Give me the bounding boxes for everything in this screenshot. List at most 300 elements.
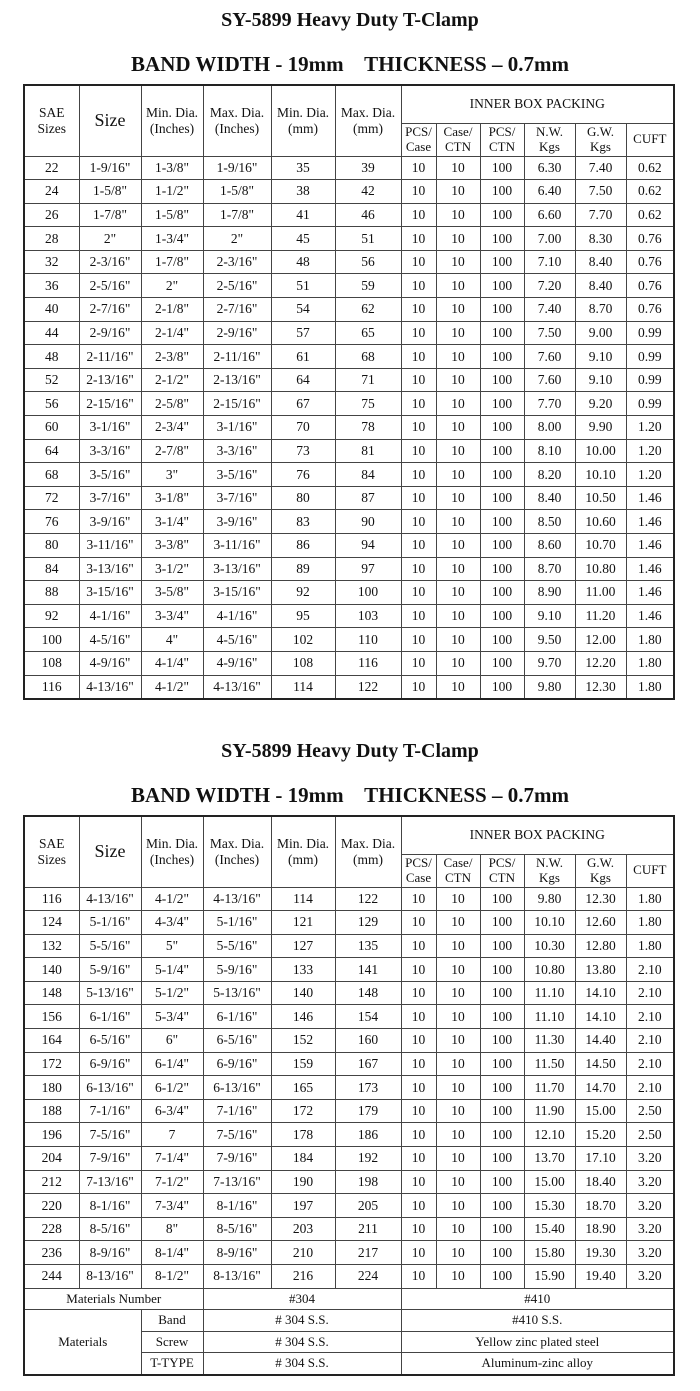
cell-nw-kgs: 8.70 (524, 557, 575, 581)
cell-pcs-ctn: 100 (480, 486, 524, 510)
cell-sae: 164 (24, 1029, 79, 1053)
cell-min-inches: 8" (141, 1217, 203, 1241)
cell-min-mm: 92 (271, 581, 335, 605)
cell-sae: 140 (24, 958, 79, 982)
header-gw: G.W. Kgs (575, 123, 626, 156)
cell-size: 4-5/16" (79, 628, 141, 652)
cell-min-mm: 159 (271, 1052, 335, 1076)
cell-max-mm: 65 (335, 321, 401, 345)
cell-pcs-case: 10 (401, 887, 436, 911)
cell-case-ctn: 10 (436, 345, 480, 369)
cell-gw-kgs: 10.10 (575, 463, 626, 487)
cell-min-mm: 216 (271, 1265, 335, 1289)
cell-case-ctn: 10 (436, 510, 480, 534)
table-row (24, 463, 674, 487)
cell-cuft: 0.62 (626, 156, 674, 180)
cell-pcs-case: 10 (401, 180, 436, 204)
cell-cuft: 0.99 (626, 321, 674, 345)
section1-subtitle: BAND WIDTH - 19mm THICKNESS – 0.7mm (131, 52, 569, 76)
cell-pcs-ctn: 100 (480, 1005, 524, 1029)
table-row (24, 1194, 674, 1218)
cell-min-inches: 7-1/2" (141, 1170, 203, 1194)
cell-min-mm: 45 (271, 227, 335, 251)
cell-pcs-case: 10 (401, 486, 436, 510)
cell-min-mm: 80 (271, 486, 335, 510)
cell-pcs-case: 10 (401, 958, 436, 982)
cell-nw-kgs: 6.40 (524, 180, 575, 204)
cell-sae: 44 (24, 321, 79, 345)
cell-min-mm: 197 (271, 1194, 335, 1218)
cell-pcs-ctn: 100 (480, 651, 524, 675)
cell-size: 8-9/16" (79, 1241, 141, 1265)
cell-cuft: 2.10 (626, 958, 674, 982)
cell-gw-kgs: 8.40 (575, 250, 626, 274)
cell-pcs-ctn: 100 (480, 274, 524, 298)
cell-gw-kgs: 9.10 (575, 345, 626, 369)
cell-max-inches: 6-9/16" (203, 1052, 271, 1076)
cell-min-mm: 140 (271, 981, 335, 1005)
cell-min-mm: 67 (271, 392, 335, 416)
cell-case-ctn: 10 (436, 581, 480, 605)
cell-sae: 92 (24, 604, 79, 628)
table-row (24, 911, 674, 935)
cell-min-inches: 2-1/8" (141, 298, 203, 322)
cell-nw-kgs: 7.40 (524, 298, 575, 322)
cell-min-inches: 5-1/2" (141, 981, 203, 1005)
section1-title: SY-5899 Heavy Duty T-Clamp (221, 9, 479, 31)
cell-nw-kgs: 10.80 (524, 958, 575, 982)
cell-gw-kgs: 8.70 (575, 298, 626, 322)
cell-min-mm: 51 (271, 274, 335, 298)
materials-label: Materials (24, 1310, 141, 1375)
cell-sae: 212 (24, 1170, 79, 1194)
cell-min-mm: 76 (271, 463, 335, 487)
cell-max-mm: 167 (335, 1052, 401, 1076)
cell-min-inches: 2-3/8" (141, 345, 203, 369)
cell-cuft: 3.20 (626, 1170, 674, 1194)
cell-max-inches: 6-5/16" (203, 1029, 271, 1053)
cell-nw-kgs: 15.40 (524, 1217, 575, 1241)
cell-sae: 36 (24, 274, 79, 298)
table-row (24, 203, 674, 227)
cell-pcs-ctn: 100 (480, 1099, 524, 1123)
cell-case-ctn: 10 (436, 439, 480, 463)
table-row (24, 981, 674, 1005)
cell-case-ctn: 10 (436, 1170, 480, 1194)
table-row (24, 368, 674, 392)
cell-case-ctn: 10 (436, 274, 480, 298)
cell-cuft: 1.80 (626, 651, 674, 675)
cell-gw-kgs: 15.20 (575, 1123, 626, 1147)
cell-gw-kgs: 9.20 (575, 392, 626, 416)
cell-min-inches: 6-1/2" (141, 1076, 203, 1100)
cell-min-mm: 102 (271, 628, 335, 652)
cell-sae: 228 (24, 1217, 79, 1241)
cell-pcs-case: 10 (401, 1241, 436, 1265)
cell-case-ctn: 10 (436, 981, 480, 1005)
table-row (24, 250, 674, 274)
cell-max-inches: 4-9/16" (203, 651, 271, 675)
cell-pcs-ctn: 100 (480, 1147, 524, 1171)
cell-pcs-ctn: 100 (480, 981, 524, 1005)
cell-gw-kgs: 19.30 (575, 1241, 626, 1265)
cell-pcs-case: 10 (401, 510, 436, 534)
screw-label: Screw (141, 1331, 203, 1353)
header-sae: SAE Sizes (24, 816, 79, 887)
cell-case-ctn: 10 (436, 368, 480, 392)
cell-gw-kgs: 18.70 (575, 1194, 626, 1218)
cell-cuft: 0.99 (626, 392, 674, 416)
table-row (24, 604, 674, 628)
cell-min-inches: 7-3/4" (141, 1194, 203, 1218)
cell-max-mm: 198 (335, 1170, 401, 1194)
cell-nw-kgs: 8.60 (524, 534, 575, 558)
cell-size: 3-1/16" (79, 416, 141, 440)
cell-max-mm: 205 (335, 1194, 401, 1218)
cell-gw-kgs: 12.20 (575, 651, 626, 675)
cell-pcs-ctn: 100 (480, 911, 524, 935)
cell-case-ctn: 10 (436, 1123, 480, 1147)
table-row (24, 156, 674, 180)
cell-pcs-ctn: 100 (480, 1052, 524, 1076)
cell-cuft: 1.80 (626, 628, 674, 652)
cell-cuft: 2.10 (626, 1005, 674, 1029)
cell-pcs-ctn: 100 (480, 675, 524, 699)
cell-min-inches: 2-3/4" (141, 416, 203, 440)
cell-size: 7-5/16" (79, 1123, 141, 1147)
cell-max-mm: 179 (335, 1099, 401, 1123)
cell-nw-kgs: 15.30 (524, 1194, 575, 1218)
band-304: # 304 S.S. (203, 1310, 401, 1332)
cell-min-mm: 178 (271, 1123, 335, 1147)
cell-min-mm: 210 (271, 1241, 335, 1265)
cell-pcs-ctn: 100 (480, 958, 524, 982)
cell-pcs-case: 10 (401, 557, 436, 581)
cell-max-inches: 5-1/16" (203, 911, 271, 935)
cell-size: 3-11/16" (79, 534, 141, 558)
cell-min-inches: 7-1/4" (141, 1147, 203, 1171)
cell-sae: 76 (24, 510, 79, 534)
cell-size: 2-5/16" (79, 274, 141, 298)
materials-number-label: Materials Number (24, 1288, 203, 1310)
table-row (24, 1170, 674, 1194)
cell-pcs-case: 10 (401, 156, 436, 180)
cell-max-mm: 122 (335, 675, 401, 699)
cell-pcs-case: 10 (401, 1217, 436, 1241)
cell-case-ctn: 10 (436, 534, 480, 558)
cell-max-inches: 2-3/16" (203, 250, 271, 274)
header-nw: N.W. Kgs (524, 854, 575, 887)
cell-size: 2" (79, 227, 141, 251)
header-pcs-ctn: PCS/ CTN (480, 123, 524, 156)
cell-case-ctn: 10 (436, 604, 480, 628)
cell-min-inches: 7 (141, 1123, 203, 1147)
cell-cuft: 3.20 (626, 1265, 674, 1289)
cell-size: 7-1/16" (79, 1099, 141, 1123)
cell-pcs-case: 10 (401, 227, 436, 251)
cell-max-inches: 2-5/16" (203, 274, 271, 298)
section2-title: SY-5899 Heavy Duty T-Clamp (221, 740, 479, 762)
cell-size: 4-13/16" (79, 675, 141, 699)
cell-gw-kgs: 18.40 (575, 1170, 626, 1194)
cell-pcs-ctn: 100 (480, 250, 524, 274)
cell-gw-kgs: 15.00 (575, 1099, 626, 1123)
table-row (24, 1217, 674, 1241)
cell-sae: 48 (24, 345, 79, 369)
header-nw: N.W. Kgs (524, 123, 575, 156)
cell-nw-kgs: 6.30 (524, 156, 575, 180)
cell-max-inches: 7-9/16" (203, 1147, 271, 1171)
table-row (24, 392, 674, 416)
cell-max-inches: 2-7/16" (203, 298, 271, 322)
cell-sae: 204 (24, 1147, 79, 1171)
cell-case-ctn: 10 (436, 1029, 480, 1053)
cell-cuft: 1.46 (626, 534, 674, 558)
cell-min-inches: 5-3/4" (141, 1005, 203, 1029)
cell-cuft: 1.46 (626, 557, 674, 581)
cell-case-ctn: 10 (436, 392, 480, 416)
cell-pcs-case: 10 (401, 368, 436, 392)
cell-nw-kgs: 12.10 (524, 1123, 575, 1147)
cell-gw-kgs: 14.70 (575, 1076, 626, 1100)
ttype-410: Aluminum-zinc alloy (401, 1353, 674, 1375)
cell-case-ctn: 10 (436, 934, 480, 958)
cell-min-inches: 4-1/4" (141, 651, 203, 675)
cell-max-inches: 6-13/16" (203, 1076, 271, 1100)
header-min-mm: Min. Dia. (mm) (271, 85, 335, 156)
cell-pcs-case: 10 (401, 250, 436, 274)
header-max-inches: Max. Dia. (Inches) (203, 816, 271, 887)
cell-sae: 52 (24, 368, 79, 392)
cell-size: 1-9/16" (79, 156, 141, 180)
cell-nw-kgs: 9.10 (524, 604, 575, 628)
cell-min-inches: 3-3/8" (141, 534, 203, 558)
header-gw: G.W. Kgs (575, 854, 626, 887)
cell-pcs-ctn: 100 (480, 368, 524, 392)
cell-min-mm: 70 (271, 416, 335, 440)
cell-max-inches: 5-5/16" (203, 934, 271, 958)
cell-cuft: 0.62 (626, 203, 674, 227)
cell-cuft: 0.76 (626, 274, 674, 298)
cell-max-mm: 154 (335, 1005, 401, 1029)
cell-nw-kgs: 7.70 (524, 392, 575, 416)
cell-gw-kgs: 18.90 (575, 1217, 626, 1241)
cell-nw-kgs: 8.10 (524, 439, 575, 463)
cell-cuft: 1.20 (626, 416, 674, 440)
cell-size: 3-13/16" (79, 557, 141, 581)
cell-max-inches: 3-1/16" (203, 416, 271, 440)
cell-pcs-case: 10 (401, 203, 436, 227)
cell-max-inches: 1-5/8" (203, 180, 271, 204)
cell-min-mm: 152 (271, 1029, 335, 1053)
cell-min-mm: 127 (271, 934, 335, 958)
cell-min-inches: 4-1/2" (141, 887, 203, 911)
cell-min-inches: 1-3/8" (141, 156, 203, 180)
cell-max-inches: 7-1/16" (203, 1099, 271, 1123)
cell-cuft: 3.20 (626, 1147, 674, 1171)
cell-size: 4-1/16" (79, 604, 141, 628)
cell-gw-kgs: 14.10 (575, 981, 626, 1005)
cell-sae: 22 (24, 156, 79, 180)
cell-case-ctn: 10 (436, 1076, 480, 1100)
cell-max-mm: 84 (335, 463, 401, 487)
cell-case-ctn: 10 (436, 1241, 480, 1265)
cell-pcs-ctn: 100 (480, 227, 524, 251)
table-row (24, 958, 674, 982)
cell-max-inches: 2-11/16" (203, 345, 271, 369)
cell-sae: 172 (24, 1052, 79, 1076)
cell-max-mm: 46 (335, 203, 401, 227)
table-row (24, 416, 674, 440)
cell-pcs-case: 10 (401, 1099, 436, 1123)
cell-pcs-case: 10 (401, 463, 436, 487)
ttype-304: # 304 S.S. (203, 1353, 401, 1375)
cell-sae: 244 (24, 1265, 79, 1289)
header-pcs-ctn: PCS/ CTN (480, 854, 524, 887)
cell-sae: 26 (24, 203, 79, 227)
cell-min-mm: 54 (271, 298, 335, 322)
cell-gw-kgs: 10.00 (575, 439, 626, 463)
cell-nw-kgs: 15.00 (524, 1170, 575, 1194)
cell-max-inches: 3-7/16" (203, 486, 271, 510)
cell-max-mm: 141 (335, 958, 401, 982)
cell-pcs-ctn: 100 (480, 510, 524, 534)
cell-max-mm: 78 (335, 416, 401, 440)
cell-nw-kgs: 7.50 (524, 321, 575, 345)
cell-case-ctn: 10 (436, 250, 480, 274)
table-row (24, 298, 674, 322)
table-row (24, 887, 674, 911)
table-row (24, 1029, 674, 1053)
cell-cuft: 1.20 (626, 463, 674, 487)
cell-sae: 188 (24, 1099, 79, 1123)
cell-min-inches: 2-1/4" (141, 321, 203, 345)
cell-max-inches: 8-1/16" (203, 1194, 271, 1218)
band-410: #410 S.S. (401, 1310, 674, 1332)
cell-size: 6-13/16" (79, 1076, 141, 1100)
cell-pcs-ctn: 100 (480, 934, 524, 958)
cell-max-mm: 56 (335, 250, 401, 274)
cell-min-inches: 2-5/8" (141, 392, 203, 416)
cell-size: 1-7/8" (79, 203, 141, 227)
cell-pcs-case: 10 (401, 604, 436, 628)
cell-pcs-case: 10 (401, 321, 436, 345)
cell-pcs-ctn: 100 (480, 628, 524, 652)
table-row (24, 651, 674, 675)
cell-min-mm: 108 (271, 651, 335, 675)
cell-case-ctn: 10 (436, 557, 480, 581)
table-row (24, 227, 674, 251)
cell-size: 1-5/8" (79, 180, 141, 204)
cell-pcs-case: 10 (401, 911, 436, 935)
cell-cuft: 0.76 (626, 250, 674, 274)
cell-pcs-case: 10 (401, 581, 436, 605)
cell-min-inches: 2" (141, 274, 203, 298)
table-row (24, 1052, 674, 1076)
cell-min-inches: 1-1/2" (141, 180, 203, 204)
header-max-mm: Max. Dia. (mm) (335, 816, 401, 887)
cell-case-ctn: 10 (436, 321, 480, 345)
cell-min-inches: 4-3/4" (141, 911, 203, 935)
cell-gw-kgs: 7.70 (575, 203, 626, 227)
cell-max-mm: 100 (335, 581, 401, 605)
cell-pcs-case: 10 (401, 274, 436, 298)
cell-size: 2-3/16" (79, 250, 141, 274)
cell-max-inches: 2-9/16" (203, 321, 271, 345)
cell-max-inches: 3-9/16" (203, 510, 271, 534)
cell-min-inches: 6-1/4" (141, 1052, 203, 1076)
cell-min-inches: 2-1/2" (141, 368, 203, 392)
cell-max-mm: 75 (335, 392, 401, 416)
cell-gw-kgs: 14.50 (575, 1052, 626, 1076)
cell-pcs-ctn: 100 (480, 557, 524, 581)
cell-nw-kgs: 8.00 (524, 416, 575, 440)
cell-nw-kgs: 6.60 (524, 203, 575, 227)
cell-size: 5-9/16" (79, 958, 141, 982)
cell-nw-kgs: 13.70 (524, 1147, 575, 1171)
cell-sae: 24 (24, 180, 79, 204)
cell-min-mm: 121 (271, 911, 335, 935)
cell-size: 6-5/16" (79, 1029, 141, 1053)
cell-size: 8-1/16" (79, 1194, 141, 1218)
table-row (24, 557, 674, 581)
cell-pcs-ctn: 100 (480, 581, 524, 605)
cell-nw-kgs: 9.50 (524, 628, 575, 652)
table-row (24, 1265, 674, 1289)
cell-nw-kgs: 7.00 (524, 227, 575, 251)
cell-cuft: 1.46 (626, 581, 674, 605)
cell-gw-kgs: 10.60 (575, 510, 626, 534)
cell-size: 8-13/16" (79, 1265, 141, 1289)
cell-pcs-case: 10 (401, 345, 436, 369)
cell-min-mm: 38 (271, 180, 335, 204)
materials-number-410: #410 (401, 1288, 674, 1310)
cell-sae: 124 (24, 911, 79, 935)
cell-max-mm: 110 (335, 628, 401, 652)
cell-cuft: 0.99 (626, 345, 674, 369)
cell-pcs-ctn: 100 (480, 1265, 524, 1289)
header-inner-box-packing: INNER BOX PACKING (401, 85, 674, 123)
materials-section (24, 1288, 674, 1375)
header-sae: SAE Sizes (24, 85, 79, 156)
cell-nw-kgs: 7.20 (524, 274, 575, 298)
cell-max-inches: 1-7/8" (203, 203, 271, 227)
cell-cuft: 2.10 (626, 1052, 674, 1076)
table-row (24, 628, 674, 652)
cell-gw-kgs: 14.40 (575, 1029, 626, 1053)
cell-cuft: 2.10 (626, 981, 674, 1005)
table-row (24, 1005, 674, 1029)
cell-pcs-ctn: 100 (480, 345, 524, 369)
cell-size: 2-9/16" (79, 321, 141, 345)
cell-size: 5-5/16" (79, 934, 141, 958)
cell-max-inches: 5-13/16" (203, 981, 271, 1005)
cell-size: 6-1/16" (79, 1005, 141, 1029)
table-row (24, 321, 674, 345)
cell-sae: 116 (24, 675, 79, 699)
cell-sae: 88 (24, 581, 79, 605)
cell-case-ctn: 10 (436, 298, 480, 322)
cell-max-inches: 8-13/16" (203, 1265, 271, 1289)
cell-cuft: 1.46 (626, 604, 674, 628)
cell-min-mm: 48 (271, 250, 335, 274)
cell-nw-kgs: 7.60 (524, 345, 575, 369)
cell-sae: 132 (24, 934, 79, 958)
cell-sae: 196 (24, 1123, 79, 1147)
cell-cuft: 0.62 (626, 180, 674, 204)
cell-cuft: 3.20 (626, 1194, 674, 1218)
table-row (24, 934, 674, 958)
